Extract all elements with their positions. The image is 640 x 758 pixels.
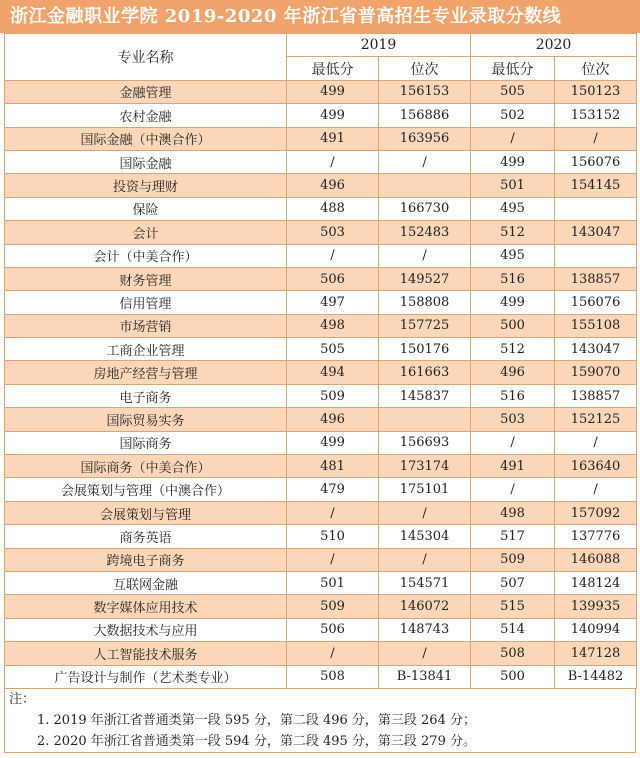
min-score-2019-cell: 499 xyxy=(287,431,379,454)
rank-2019-cell xyxy=(379,174,471,197)
major-name-cell: 国际金融 xyxy=(5,150,287,173)
min-score-2019-cell: 479 xyxy=(287,478,379,501)
table-row xyxy=(5,665,637,688)
table-row xyxy=(5,478,637,501)
major-name-cell: 会展策划与管理（中澳合作） xyxy=(5,478,287,501)
table-row xyxy=(5,267,637,290)
min-score-2019-cell: 503 xyxy=(287,221,379,244)
header-year-2020: 2020 xyxy=(471,34,637,57)
rank-2019-cell: 157725 xyxy=(379,314,471,337)
major-name-cell: 投资与理财 xyxy=(5,174,287,197)
min-score-2020-cell: 499 xyxy=(471,150,555,173)
major-name-cell: 互联网金融 xyxy=(5,571,287,594)
header-min-score-2020: 最低分 xyxy=(471,57,555,80)
table-row xyxy=(5,104,637,127)
rank-2019-cell: 175101 xyxy=(379,478,471,501)
table-row xyxy=(5,571,637,594)
min-score-2020-cell: 500 xyxy=(471,665,555,688)
table-body xyxy=(5,80,637,688)
major-name-cell: 市场营销 xyxy=(5,314,287,337)
major-name-cell: 房地产经营与管理 xyxy=(5,361,287,384)
min-score-2020-cell: 505 xyxy=(471,80,555,103)
major-name-cell: 跨境电子商务 xyxy=(5,548,287,571)
rank-2020-cell: / xyxy=(555,478,637,501)
major-name-cell: 商务英语 xyxy=(5,525,287,548)
rank-2020-cell: 146088 xyxy=(555,548,637,571)
min-score-2020-cell: / xyxy=(471,127,555,150)
table-row xyxy=(5,80,637,103)
min-score-2019-cell: 508 xyxy=(287,665,379,688)
rank-2020-cell xyxy=(555,244,637,267)
rank-2019-cell: B-13841 xyxy=(379,665,471,688)
rank-2020-cell: 137776 xyxy=(555,525,637,548)
min-score-2019-cell: 501 xyxy=(287,571,379,594)
major-name-cell: 农村金融 xyxy=(5,104,287,127)
major-name-cell: 国际贸易实务 xyxy=(5,408,287,431)
rank-2019-cell: 163956 xyxy=(379,127,471,150)
rank-2019-cell: 150176 xyxy=(379,338,471,361)
major-name-cell: 国际金融（中澳合作） xyxy=(5,127,287,150)
table-row xyxy=(5,455,637,478)
table-row xyxy=(5,525,637,548)
min-score-2019-cell: 506 xyxy=(287,267,379,290)
rank-2020-cell: 154145 xyxy=(555,174,637,197)
rank-2019-cell: 152483 xyxy=(379,221,471,244)
table-row xyxy=(5,618,637,641)
min-score-2019-cell: 499 xyxy=(287,104,379,127)
min-score-2019-cell: / xyxy=(287,150,379,173)
table-row xyxy=(5,501,637,524)
rank-2020-cell: 140994 xyxy=(555,618,637,641)
min-score-2020-cell: 512 xyxy=(471,221,555,244)
rank-2019-cell xyxy=(379,408,471,431)
rank-2020-cell xyxy=(555,197,637,220)
min-score-2020-cell: 495 xyxy=(471,197,555,220)
min-score-2019-cell: 509 xyxy=(287,595,379,618)
header-min-score-2019: 最低分 xyxy=(287,57,379,80)
rank-2019-cell: 173174 xyxy=(379,455,471,478)
min-score-2020-cell: 502 xyxy=(471,104,555,127)
table-row xyxy=(5,595,637,618)
rank-2019-cell: / xyxy=(379,501,471,524)
min-score-2019-cell: 498 xyxy=(287,314,379,337)
rank-2020-cell: 150123 xyxy=(555,80,637,103)
min-score-2020-cell: 516 xyxy=(471,267,555,290)
table-row xyxy=(5,221,637,244)
min-score-2019-cell: / xyxy=(287,548,379,571)
min-score-2019-cell: / xyxy=(287,642,379,665)
header-year-2019: 2019 xyxy=(287,34,471,57)
min-score-2020-cell: 496 xyxy=(471,361,555,384)
major-name-cell: 工商企业管理 xyxy=(5,338,287,361)
min-score-2020-cell: 508 xyxy=(471,642,555,665)
rank-2019-cell: 146072 xyxy=(379,595,471,618)
min-score-2020-cell: 498 xyxy=(471,501,555,524)
table-row xyxy=(5,548,637,571)
min-score-2019-cell: 496 xyxy=(287,174,379,197)
rank-2019-cell: 161663 xyxy=(379,361,471,384)
min-score-2019-cell: / xyxy=(287,244,379,267)
min-score-2020-cell: 512 xyxy=(471,338,555,361)
major-name-cell: 会展策划与管理 xyxy=(5,501,287,524)
table-header-row-years xyxy=(5,34,637,57)
min-score-2020-cell: / xyxy=(471,478,555,501)
min-score-2019-cell: / xyxy=(287,501,379,524)
table-row xyxy=(5,642,637,665)
rank-2019-cell: 148743 xyxy=(379,618,471,641)
major-name-cell: 会计（中美合作） xyxy=(5,244,287,267)
rank-2019-cell: 158808 xyxy=(379,291,471,314)
note-line-2: 2. 2020 年浙江省普通类第一段 594 分，第二段 495 分，第三段 279 分。 xyxy=(37,733,476,749)
rank-2019-cell: 145837 xyxy=(379,384,471,407)
major-name-cell: 国际商务（中美合作） xyxy=(5,455,287,478)
rank-2020-cell: 155108 xyxy=(555,314,637,337)
notes-heading: 注： xyxy=(9,691,36,707)
min-score-2020-cell: / xyxy=(471,431,555,454)
rank-2020-cell: 147128 xyxy=(555,642,637,665)
rank-2020-cell: 152125 xyxy=(555,408,637,431)
min-score-2019-cell: 481 xyxy=(287,455,379,478)
notes-section xyxy=(4,689,636,753)
rank-2019-cell: 156886 xyxy=(379,104,471,127)
rank-2020-cell: 156076 xyxy=(555,150,637,173)
major-name-cell: 会计 xyxy=(5,221,287,244)
rank-2020-cell: 138857 xyxy=(555,267,637,290)
major-name-cell: 广告设计与制作（艺术类专业） xyxy=(5,665,287,688)
header-rank-2020: 位次 xyxy=(555,57,637,80)
table-row xyxy=(5,244,637,267)
min-score-2019-cell: 491 xyxy=(287,127,379,150)
rank-2020-cell: / xyxy=(555,127,637,150)
rank-2020-cell: 159070 xyxy=(555,361,637,384)
rank-2019-cell: 154571 xyxy=(379,571,471,594)
min-score-2020-cell: 507 xyxy=(471,571,555,594)
table-row xyxy=(5,174,637,197)
major-name-cell: 信用管理 xyxy=(5,291,287,314)
major-name-cell: 电子商务 xyxy=(5,384,287,407)
min-score-2019-cell: 496 xyxy=(287,408,379,431)
rank-2019-cell: / xyxy=(379,150,471,173)
min-score-2020-cell: 509 xyxy=(471,548,555,571)
table-row xyxy=(5,361,637,384)
rank-2020-cell: B-14482 xyxy=(555,665,637,688)
rank-2020-cell: 143047 xyxy=(555,338,637,361)
table-row xyxy=(5,197,637,220)
min-score-2019-cell: 509 xyxy=(287,384,379,407)
rank-2020-cell: 156076 xyxy=(555,291,637,314)
min-score-2020-cell: 501 xyxy=(471,174,555,197)
min-score-2020-cell: 514 xyxy=(471,618,555,641)
rank-2019-cell: 166730 xyxy=(379,197,471,220)
table-row xyxy=(5,127,637,150)
min-score-2019-cell: 506 xyxy=(287,618,379,641)
rank-2020-cell: 138857 xyxy=(555,384,637,407)
min-score-2019-cell: 497 xyxy=(287,291,379,314)
note-line-1: 1. 2019 年浙江省普通类第一段 595 分，第二段 496 分，第三段 264 分； xyxy=(37,712,476,728)
table-row xyxy=(5,408,637,431)
header-rank-2019: 位次 xyxy=(379,57,471,80)
rank-2020-cell: 157092 xyxy=(555,501,637,524)
table-row xyxy=(5,338,637,361)
rank-2019-cell: 156153 xyxy=(379,80,471,103)
min-score-2019-cell: 499 xyxy=(287,80,379,103)
rank-2019-cell: / xyxy=(379,244,471,267)
rank-2019-cell: 149527 xyxy=(379,267,471,290)
major-name-cell: 国际商务 xyxy=(5,431,287,454)
rank-2019-cell: / xyxy=(379,642,471,665)
admission-score-table xyxy=(4,33,637,689)
min-score-2020-cell: 499 xyxy=(471,291,555,314)
table-row xyxy=(5,291,637,314)
min-score-2020-cell: 491 xyxy=(471,455,555,478)
rank-2020-cell: 143047 xyxy=(555,221,637,244)
rank-2020-cell: / xyxy=(555,431,637,454)
rank-2020-cell: 148124 xyxy=(555,571,637,594)
min-score-2020-cell: 500 xyxy=(471,314,555,337)
rank-2020-cell: 163640 xyxy=(555,455,637,478)
min-score-2020-cell: 517 xyxy=(471,525,555,548)
major-name-cell: 财务管理 xyxy=(5,267,287,290)
rank-2019-cell: 145304 xyxy=(379,525,471,548)
rank-2020-cell: 139935 xyxy=(555,595,637,618)
min-score-2019-cell: 505 xyxy=(287,338,379,361)
header-major-name: 专业名称 xyxy=(5,34,287,81)
min-score-2019-cell: 494 xyxy=(287,361,379,384)
major-name-cell: 金融管理 xyxy=(5,80,287,103)
table-row xyxy=(5,384,637,407)
rank-2020-cell: 153152 xyxy=(555,104,637,127)
page-title: 浙江金融职业学院 2019-2020 年浙江省普高招生专业录取分数线 xyxy=(0,0,640,33)
rank-2019-cell: 156693 xyxy=(379,431,471,454)
major-name-cell: 人工智能技术服务 xyxy=(5,642,287,665)
table-row xyxy=(5,431,637,454)
min-score-2020-cell: 503 xyxy=(471,408,555,431)
major-name-cell: 保险 xyxy=(5,197,287,220)
table-row xyxy=(5,314,637,337)
table-row xyxy=(5,150,637,173)
min-score-2020-cell: 515 xyxy=(471,595,555,618)
major-name-cell: 大数据技术与应用 xyxy=(5,618,287,641)
min-score-2020-cell: 516 xyxy=(471,384,555,407)
rank-2019-cell: / xyxy=(379,548,471,571)
major-name-cell: 数字媒体应用技术 xyxy=(5,595,287,618)
min-score-2019-cell: 510 xyxy=(287,525,379,548)
min-score-2020-cell: 495 xyxy=(471,244,555,267)
min-score-2019-cell: 488 xyxy=(287,197,379,220)
